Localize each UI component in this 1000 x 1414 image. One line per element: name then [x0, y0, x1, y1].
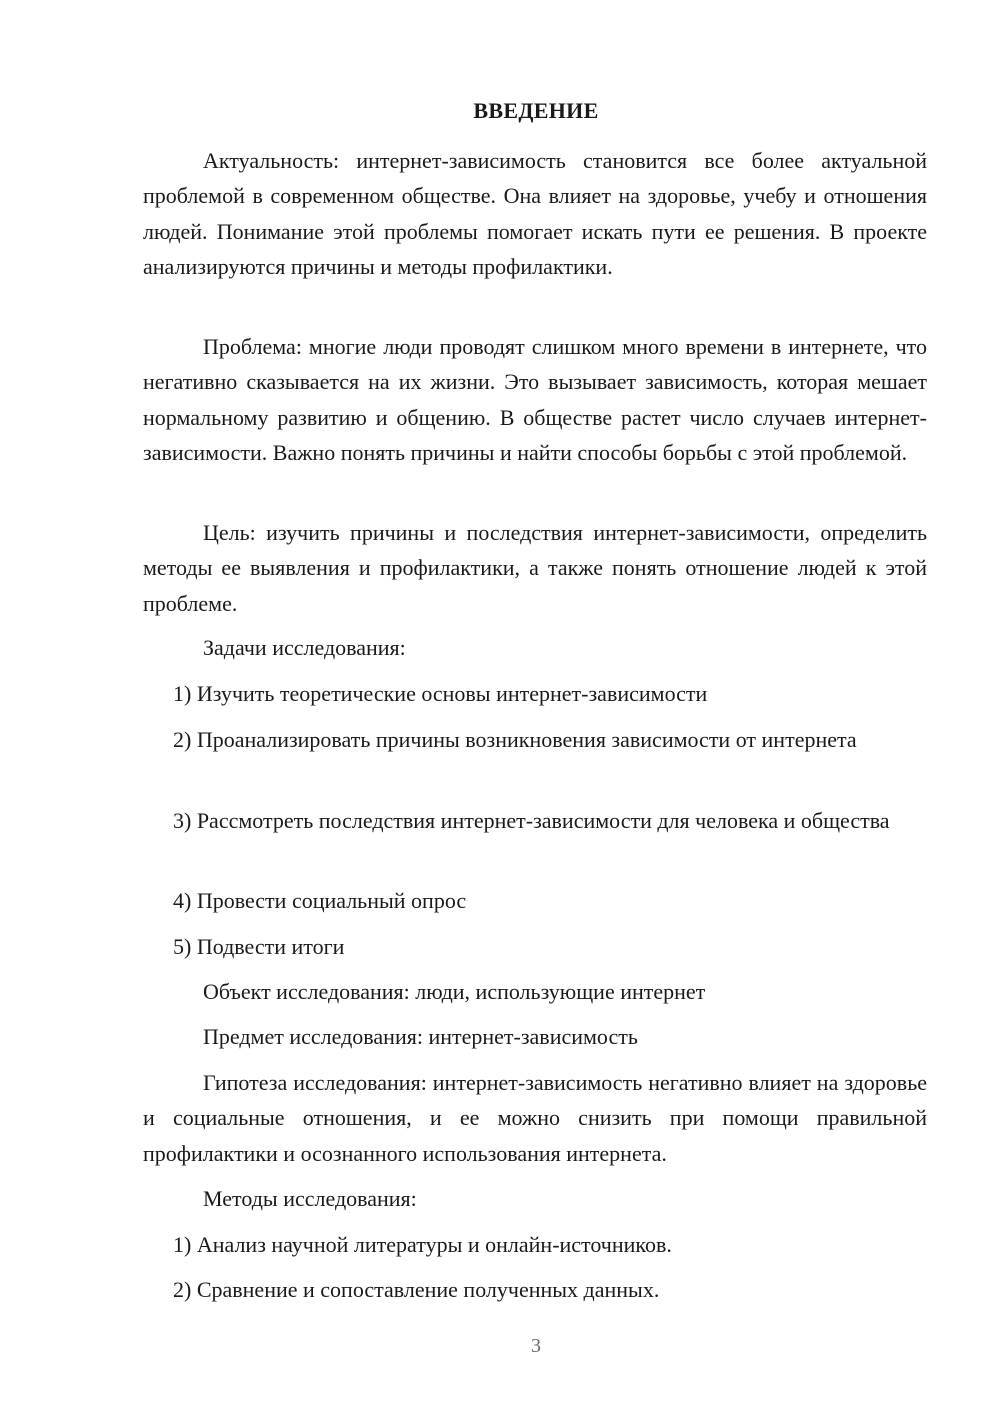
page-title: ВВЕДЕНИЕ — [473, 98, 599, 123]
methods-heading: Методы исследования: — [203, 1186, 417, 1211]
relevance-paragraph: Актуальность: интернет-зависимость становится все более актуальной проблемой в современном обществе. Она влияет на здоровье, учебу и отношения людей. Понимание этой проблемы помогает искать пути ее решения. В проекте анализируются причины и методы профилактики. — [143, 148, 927, 279]
task-item-2: 2) Проанализировать причины возникновения зависимости от интернета — [173, 727, 857, 752]
goal-paragraph: Цель: изучить причины и последствия интернет-зависимости, определить методы ее выявления и профилактики, а также понять отношение людей к этой проблеме. — [143, 520, 927, 616]
problem-paragraph: Проблема: многие люди проводят слишком много времени в интернете, что негативно сказывается на их жизни. Это вызывает зависимость, которая мешает нормальному развитию и общению. В обществе растет число случаев интернет-зависимости. Важно понять причины и найти способы борьбы с этой проблемой. — [143, 334, 927, 465]
task-item-5: 5) Подвести итоги — [173, 934, 345, 959]
method-item-2: 2) Сравнение и сопоставление полученных данных. — [173, 1277, 660, 1302]
hypothesis-paragraph: Гипотеза исследования: интернет-зависимость негативно влияет на здоровье и социальные отношения, и ее можно снизить при помощи правильной профилактики и осознанного использования интернета. — [143, 1070, 927, 1166]
task-item-3: 3) Рассмотреть последствия интернет-зависимости для человека и общества — [173, 808, 890, 833]
object-paragraph: Объект исследования: люди, использующие интернет — [203, 979, 706, 1004]
page-number: 3 — [531, 1335, 541, 1357]
task-item-4: 4) Провести социальный опрос — [173, 888, 467, 913]
tasks-heading: Задачи исследования: — [203, 635, 406, 660]
task-item-1: 1) Изучить теоретические основы интернет-зависимости — [173, 681, 708, 706]
subject-paragraph: Предмет исследования: интернет-зависимость — [203, 1024, 638, 1049]
method-item-1: 1) Анализ научной литературы и онлайн-источников. — [173, 1232, 672, 1257]
